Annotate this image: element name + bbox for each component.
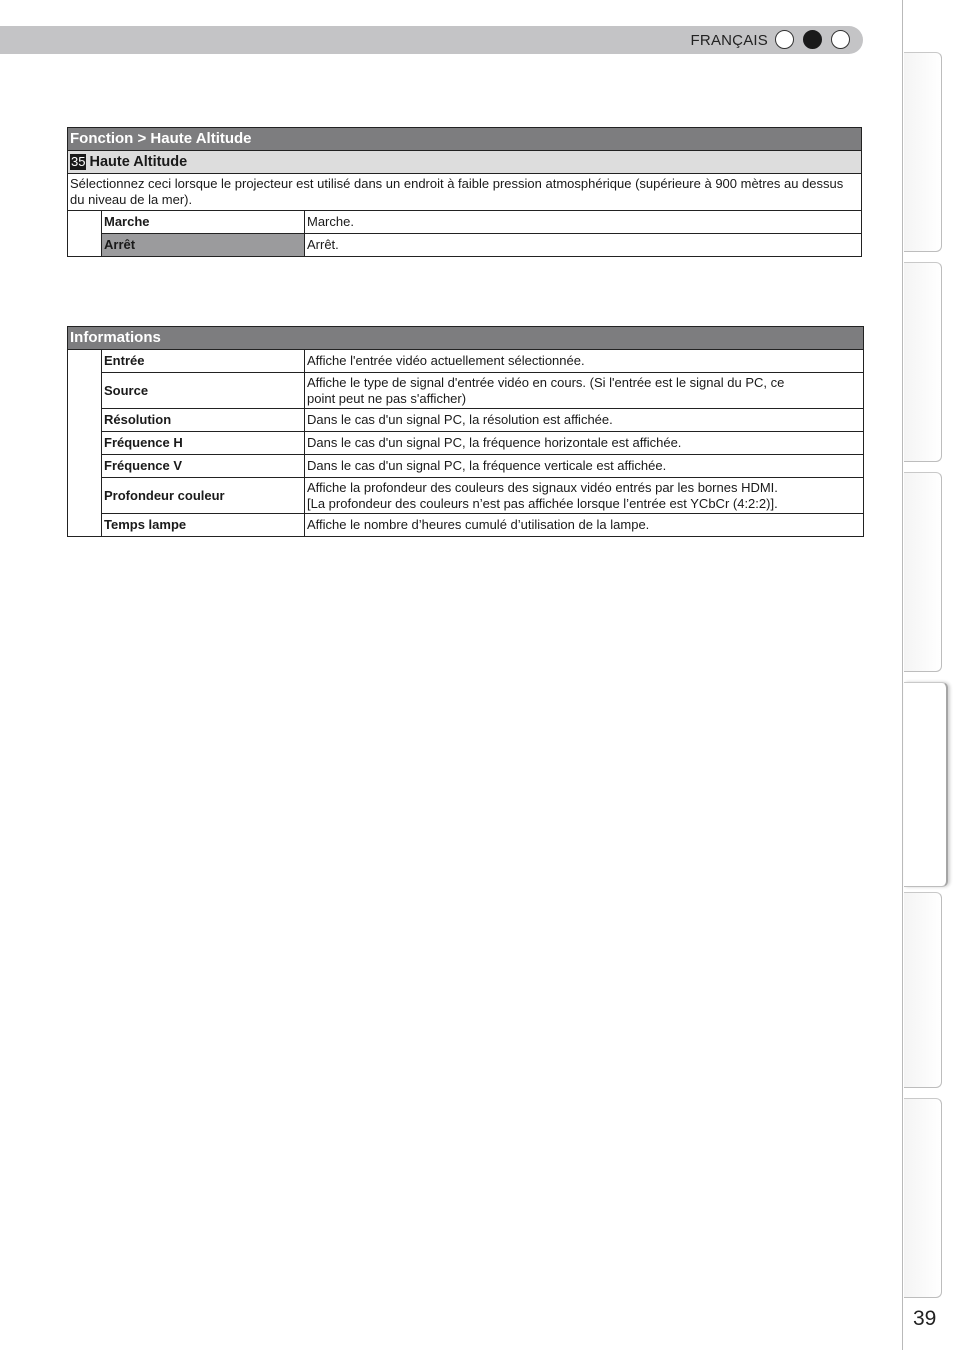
section-indicator-1 [775, 30, 794, 49]
altitude-table [67, 127, 862, 257]
info-label-temps-lampe: Temps lampe [102, 514, 305, 537]
option-label-marche: Marche [102, 211, 305, 234]
page-number: 39 [913, 1307, 937, 1330]
side-tab-6[interactable] [904, 1098, 942, 1298]
option-value-marche: Marche. [305, 211, 862, 234]
indent-cell [68, 211, 102, 257]
section-title: Informations [68, 327, 864, 350]
option-value-arret: Arrêt. [305, 234, 862, 257]
info-label-frequence-h: Fréquence H [102, 432, 305, 455]
item-title: Haute Altitude [89, 154, 188, 170]
language-label: FRANÇAIS [690, 32, 768, 49]
info-value-source-line2: point peut ne pas s'afficher) [307, 390, 467, 406]
info-value-temps-lampe: Affiche le nombre d’heures cumulé d’utilisation de la lampe. [305, 514, 864, 537]
section-indicator-3 [831, 30, 850, 49]
info-value-profondeur-couleur [305, 478, 864, 514]
informations-table [67, 326, 864, 537]
info-label-entree: Entrée [102, 350, 305, 373]
header-bar [0, 26, 863, 54]
option-label-arret: Arrêt [102, 234, 305, 257]
info-value-frequence-v: Dans le cas d'un signal PC, la fréquence verticale est affichée. [305, 455, 864, 478]
info-value-resolution: Dans le cas d'un signal PC, la résolution est affichée. [305, 409, 864, 432]
info-label-resolution: Résolution [102, 409, 305, 432]
info-value-profondeur-line1: Affiche la profondeur des couleurs des signaux vidéo entrés par les bornes HDMI. [307, 479, 778, 495]
info-value-entree: Affiche l'entrée vidéo actuellement sélectionnée. [305, 350, 864, 373]
side-tab-2[interactable] [904, 262, 942, 462]
info-value-profondeur-line2: [La profondeur des couleurs n’est pas affichée lorsque l’entrée est YCbCr (4:2:2)]. [307, 495, 778, 511]
info-label-profondeur-couleur: Profondeur couleur [102, 478, 305, 514]
side-tab-5[interactable] [904, 892, 942, 1088]
item-description: Sélectionnez ceci lorsque le projecteur est utilisé dans un endroit à faible pression atmosphérique (supérieure à 900 mètres au dessus du niveau de la mer). [68, 174, 862, 211]
side-tab-3[interactable] [904, 472, 942, 672]
section-title: Fonction > Haute Altitude [68, 128, 862, 151]
side-tab-1[interactable] [904, 52, 942, 252]
info-value-source [305, 373, 864, 409]
info-label-frequence-v: Fréquence V [102, 455, 305, 478]
info-value-frequence-h: Dans le cas d'un signal PC, la fréquence horizontale est affichée. [305, 432, 864, 455]
item-number-badge: 35 [71, 154, 86, 169]
item-header [68, 151, 862, 174]
side-tab-4-active[interactable] [904, 682, 948, 887]
info-label-source: Source [102, 373, 305, 409]
section-indicator-2-active [803, 30, 822, 49]
indent-cell [68, 350, 102, 537]
info-value-source-line1: Affiche le type de signal d'entrée vidéo en cours. (Si l'entrée est le signal du PC, ce [307, 374, 785, 390]
side-tabs [894, 0, 954, 1350]
